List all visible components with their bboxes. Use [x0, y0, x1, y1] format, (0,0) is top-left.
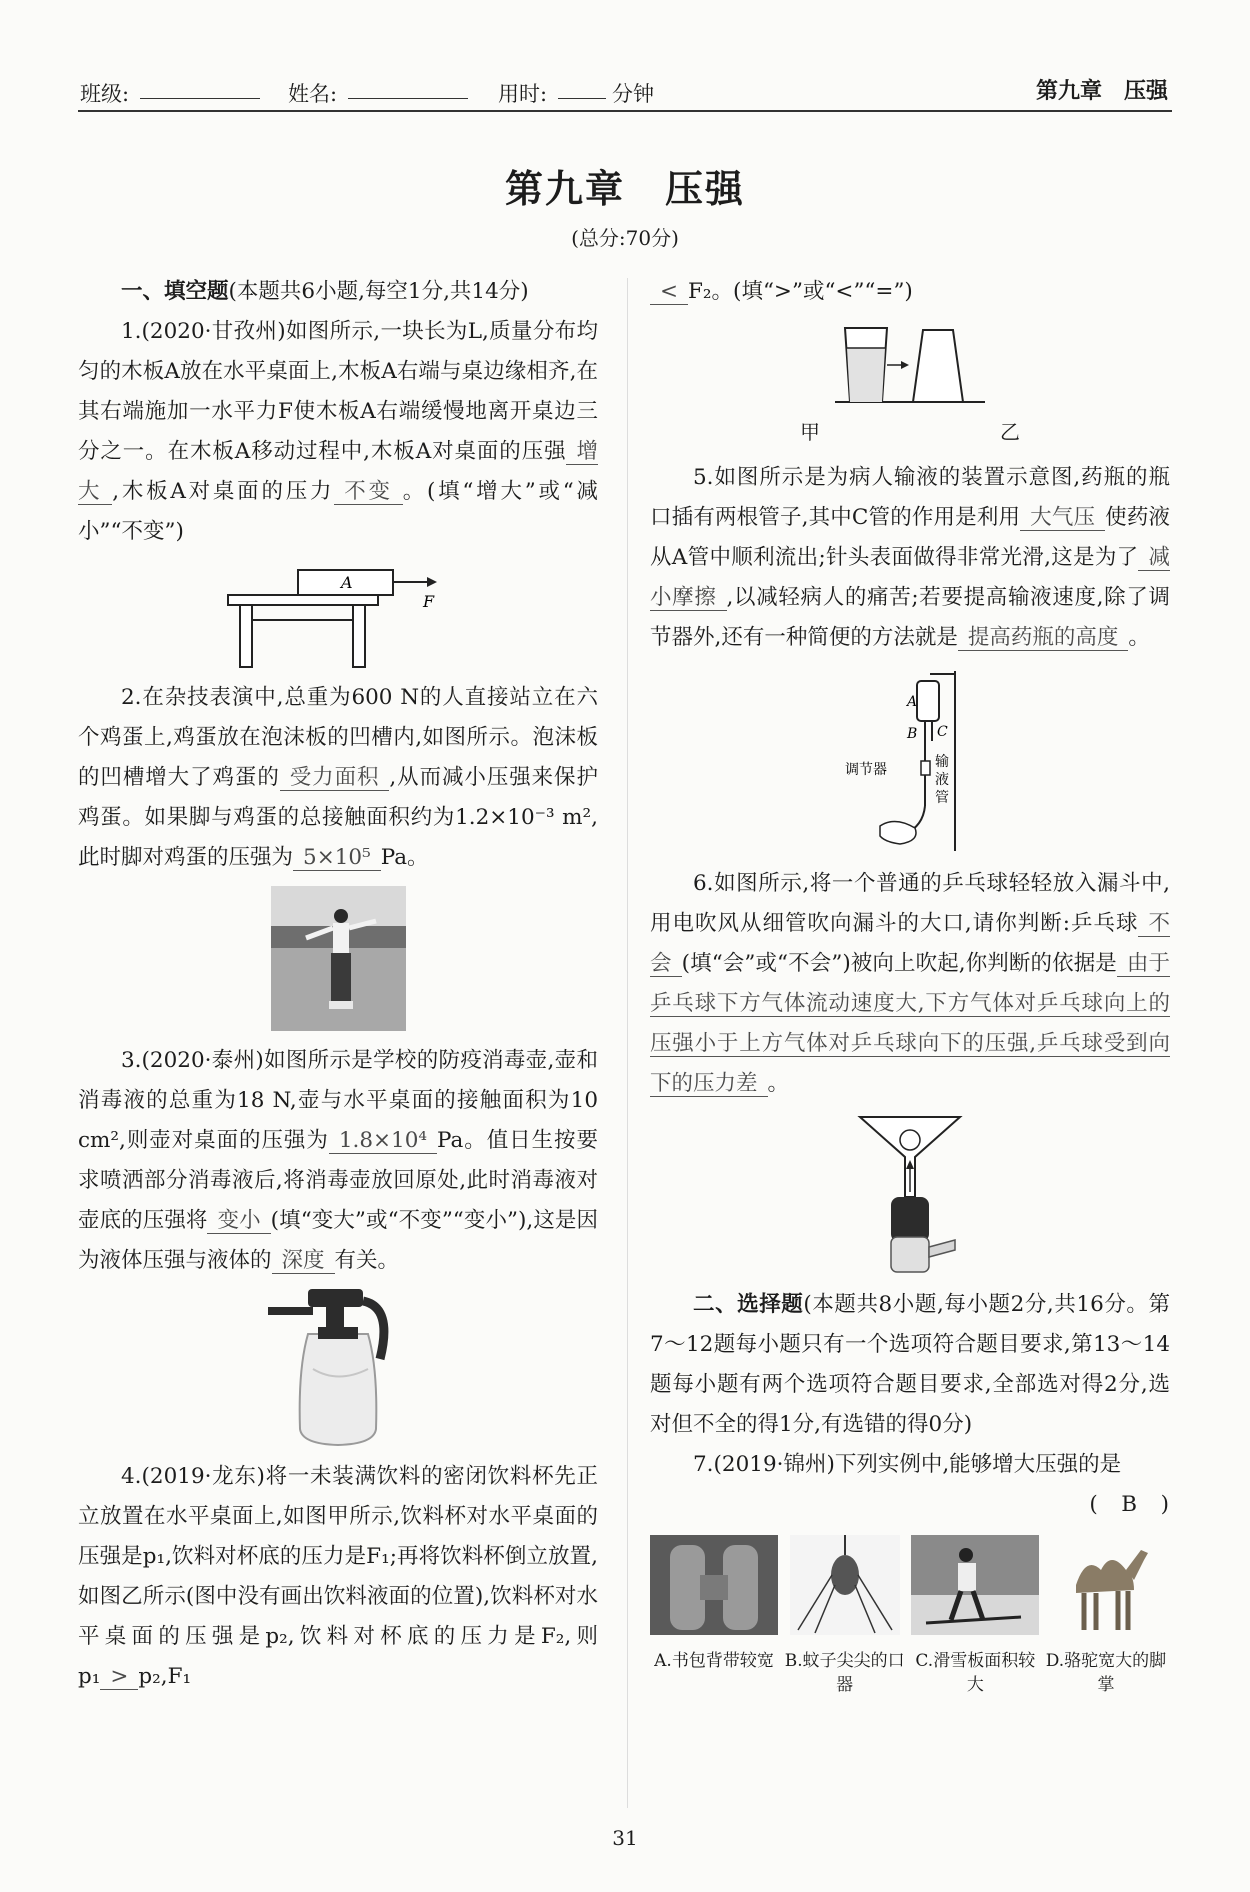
q5-fig-label-a: A [907, 694, 918, 710]
q7-options [650, 1535, 1170, 1697]
q1-text-c: 。(填“增大”或“减小”“不变”) [78, 479, 598, 544]
q7-skier-photo [911, 1535, 1039, 1635]
q7-answer-line [650, 1485, 1170, 1525]
q3-text-c: (填“变大”或“不变”“变小”),这是因为液体压强与液体的 [78, 1208, 598, 1273]
q4-text-a: 4.(2019·龙东)将一未装满饮料的密闭饮料杯先正立放置在水平桌面上,如图甲所示,饮料杯对水平桌面的压强是p₁,饮料对杯底的压力是F₁;再将饮料杯倒立放置,如图乙所示(图中没有画出饮料液面的位置),饮料杯对水平桌面的压强是p₂,饮料对杯底的压力是F₂,则p₁ [78, 1464, 598, 1689]
q5-answer-2: 减小摩擦 [650, 545, 1170, 610]
q5-answer-1: 大气压 [1020, 505, 1105, 531]
question-4 [78, 1457, 598, 1697]
page-number: 31 [612, 1826, 638, 1850]
q6-text-c: 。 [767, 1071, 790, 1096]
q2-text-c: Pa。 [380, 845, 429, 870]
time-blank[interactable] [558, 78, 606, 99]
q4-caption-yi: 乙 [1000, 420, 1020, 444]
q3-text-b: Pa。值日生按要求喷洒部分消毒液后,将消毒壶放回原处,此时消毒液对壶底的压强将 [78, 1128, 598, 1233]
question-5 [650, 458, 1170, 658]
column-divider [627, 278, 628, 1808]
q1-answer-2: 不变 [334, 479, 403, 505]
section1-note: (本题共6小题,每空1分,共14分) [228, 279, 529, 304]
q2-acrobat-photo [271, 886, 406, 1031]
q1-text-b: ,木板A对桌面的压力 [112, 479, 335, 504]
q5-text-a: 5.如图所示是为病人输液的装置示意图,药瓶的瓶口插有两根管子,其中C管的作用是利用 [650, 465, 1170, 530]
header-chapter: 第九章 压强 [1035, 79, 1168, 104]
q7-text: 7.(2019·锦州)下列实例中,能够增大压强的是 [693, 1452, 1122, 1477]
q3-answer-3: 深度 [272, 1248, 335, 1274]
q1-table-figure [223, 560, 453, 670]
q7-option-b-label: B.蚊子尖尖的口器 [784, 1651, 905, 1695]
question-6 [650, 864, 1170, 1104]
question-1 [78, 312, 598, 552]
q7-mosquito-photo [790, 1535, 900, 1635]
q7-option-b[interactable] [781, 1535, 909, 1697]
q7-option-d[interactable] [1042, 1535, 1170, 1697]
q7-option-a-label: A.书包背带较宽 [654, 1651, 774, 1671]
section2-note: (本题共8小题,每小题2分,共16分。第7～12题每小题只有一个选项符合题目要求,第13～14题每小题有两个选项符合题目要求,全部选对得2分,选对但不全的得1分,有选错的得0分) [650, 1292, 1170, 1437]
q5-infusion-figure [845, 666, 975, 856]
q2-text-a: 2.在杂技表演中,总重为600 N的人直接站立在六个鸡蛋上,鸡蛋放在泡沫板的凹槽内,如图所示。泡沫板的凹槽增大了鸡蛋的 [78, 685, 598, 790]
section2-heading [650, 1285, 1170, 1445]
question-2 [78, 678, 598, 878]
q1-answer-1: 增大 [78, 439, 598, 504]
left-column [78, 272, 598, 1697]
q6-text-a: 6.如图所示,将一个普通的乒乓球轻轻放入漏斗中,用电吹风从细管吹向漏斗的大口,请你判断:乒乓球 [650, 871, 1170, 936]
total-score: (总分:70分) [571, 226, 679, 250]
q6-answer-2: 由于乒乓球下方气体流动速度大,下方气体对乒乓球向上的压强小于上方气体对乒乓球向下的压强,乒乓球受到向下的压力差 [650, 951, 1170, 1096]
q7-option-c[interactable] [911, 1535, 1039, 1697]
q4-cups-figure [835, 320, 985, 410]
q3-sprayer-figure [268, 1289, 408, 1449]
q2-text-b: ,从而减小压强来保护鸡蛋。如果脚与鸡蛋的总接触面积约为1.2×10⁻³ m²,此时脚对鸡蛋的压强为 [78, 765, 598, 870]
q5-fig-label-c: C [937, 724, 948, 740]
q3-answer-1: 1.8×10⁴ [329, 1128, 437, 1154]
q4-text-c: F₂。(填“>”或“<”“=”) [688, 279, 913, 304]
q3-answer-2: 变小 [207, 1208, 270, 1234]
page-title: 第九章 压强 [504, 167, 745, 211]
question-4-continued [650, 272, 1170, 312]
q1-fig-label-f: F [423, 592, 435, 611]
q5-fig-regulator: 调节器 [845, 762, 887, 778]
q5-text-d: 。 [1128, 625, 1150, 650]
q4-answer-2: < [650, 279, 688, 305]
q7-answer: ( B ) [1089, 1492, 1170, 1517]
q5-fig-label-b: B [907, 726, 918, 742]
class-label: 班级: [80, 82, 130, 106]
q7-camel-photo [1056, 1535, 1156, 1635]
q3-text-a: 3.(2020·泰州)如图所示是学校的防疫消毒壶,壶和消毒液的总重为18 N,壶与水平桌面的接触面积为10 cm²,则壶对桌面的压强为 [78, 1048, 598, 1153]
section2-title: 二、选择题 [693, 1292, 804, 1317]
q1-text-a: 1.(2020·甘孜州)如图所示,一块长为L,质量分布均匀的木板A放在水平桌面上,木板A右端与桌边缘相齐,在其右端施加一水平力F使木板A右端缓慢地离开桌边三分之一。在木板A移动过程中,木板A对桌面的压强 [78, 319, 598, 464]
q1-fig-label-a: A [341, 573, 353, 592]
time-unit: 分钟 [612, 82, 654, 106]
time-label: 用时: [498, 82, 548, 106]
q6-answer-1: 不会 [650, 911, 1170, 976]
q7-backpack-photo [650, 1535, 778, 1635]
q5-text-b: 使药液从A管中顺利流出;针头表面做得非常光滑,这是为了 [650, 505, 1170, 570]
q7-option-c-label: C.滑雪板面积较大 [915, 1651, 1036, 1695]
page-header [78, 70, 1172, 112]
q7-option-d-label: D.骆驼宽大的脚掌 [1045, 1651, 1167, 1695]
q7-option-a[interactable] [650, 1535, 778, 1697]
right-column [650, 272, 1170, 1697]
name-label: 姓名: [288, 82, 338, 106]
section1-heading [78, 272, 598, 312]
q3-text-d: 有关。 [334, 1248, 400, 1273]
q6-text-b: (填“会”或“不会”)被向上吹起,你判断的依据是 [681, 951, 1117, 976]
question-7 [650, 1445, 1170, 1485]
q5-text-c: ,以减轻病人的痛苦;若要提高输液速度,除了调节器外,还有一种简便的方法就是 [650, 585, 1170, 650]
question-3 [78, 1041, 598, 1281]
q5-fig-tube: 输液管 [935, 754, 949, 806]
q6-funnel-figure [855, 1112, 965, 1277]
q2-answer-2: 5×10⁵ [293, 845, 381, 871]
class-blank[interactable] [140, 78, 260, 99]
section1-title: 一、填空题 [121, 279, 229, 304]
q5-answer-3: 提高药瓶的高度 [958, 625, 1129, 651]
q2-answer-1: 受力面积 [280, 765, 390, 791]
q4-figure-captions [800, 412, 1020, 452]
q4-text-b: p₂,F₁ [138, 1664, 192, 1689]
name-blank[interactable] [348, 78, 468, 99]
q4-answer-1: > [100, 1664, 138, 1690]
q4-caption-jia: 甲 [800, 420, 820, 444]
